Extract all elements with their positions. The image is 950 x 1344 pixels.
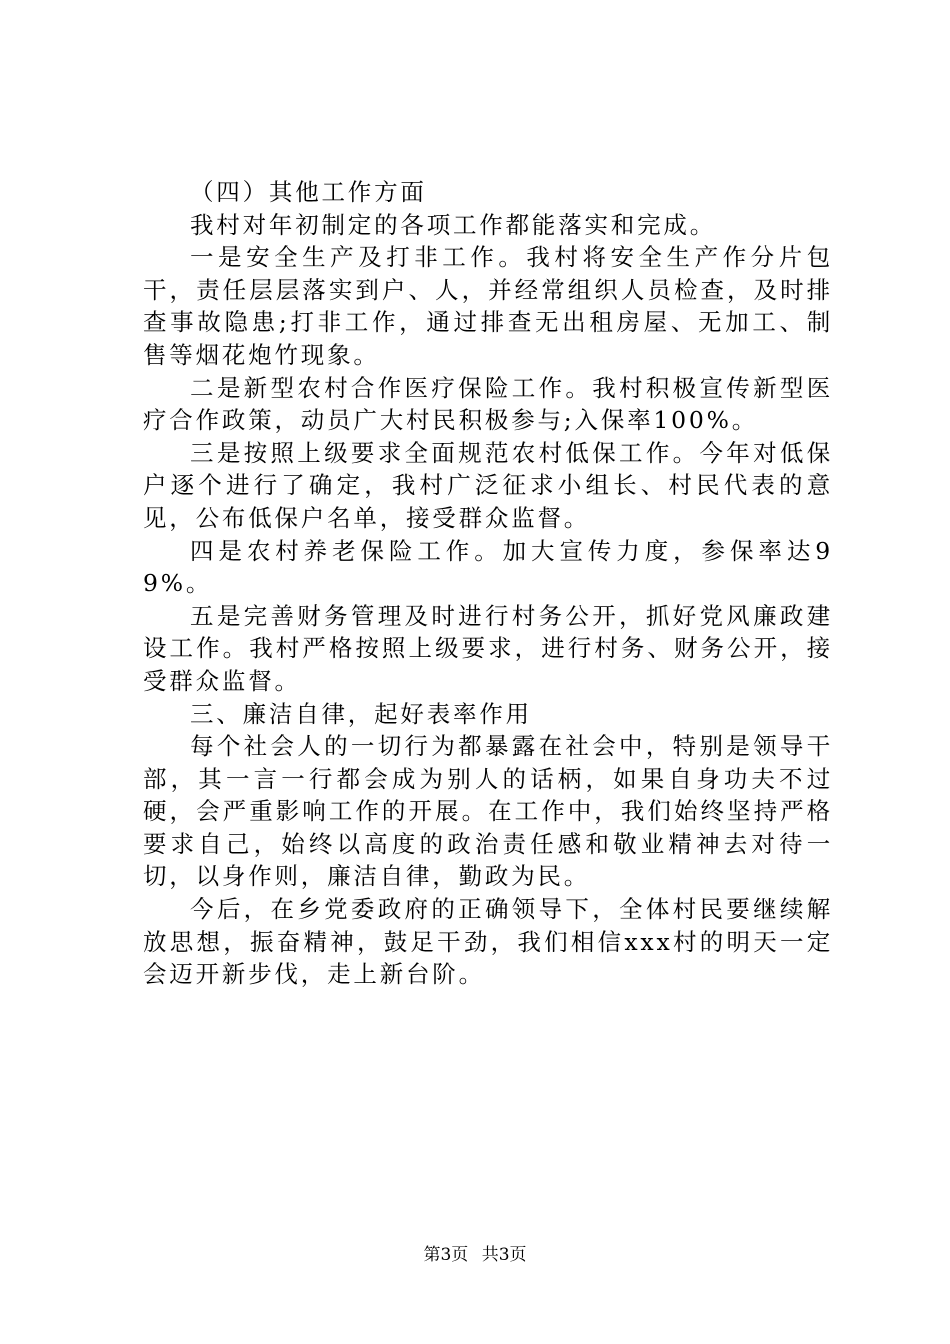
paragraph: 二是新型农村合作医疗保险工作。我村积极宣传新型医疗合作政策，动员广大村民积极参与;入保率100%。 <box>143 373 833 435</box>
paragraph: 四是农村养老保险工作。加大宣传力度，参保率达99%。 <box>143 536 833 598</box>
page-number-total: 共3页 <box>481 1245 527 1265</box>
section-heading-integrity: 三、廉洁自律，起好表率作用 <box>190 699 532 728</box>
paragraph: 每个社会人的一切行为都暴露在社会中，特别是领导干部，其一言一行都会成为别人的话柄，如果自身功夫不过硬，会严重影响工作的开展。在工作中，我们始终坚持严格要求自己，始终以高度的政治责任感和敬业精神去对待一切，以身作则，廉洁自律，勤政为民。 <box>143 732 833 891</box>
paragraph: 三是按照上级要求全面规范农村低保工作。今年对低保户逐个进行了确定，我村广泛征求小组长、村民代表的意见，公布低保户名单，接受群众监督。 <box>143 438 833 532</box>
paragraph: 今后，在乡党委政府的正确领导下，全体村民要继续解放思想，振奋精神，鼓足干劲，我们相信xxx村的明天一定会迈开新步伐，走上新台阶。 <box>143 895 833 989</box>
section-heading-other-work: （四）其他工作方面 <box>190 178 427 206</box>
document-body <box>143 176 833 991</box>
page-footer <box>0 1244 950 1266</box>
paragraph: 一是安全生产及打非工作。我村将安全生产作分片包干，责任层层落实到户、人，并经常组织人员检查，及时排查事故隐患;打非工作，通过排查无出租房屋、无加工、制售等烟花炮竹现象。 <box>143 243 833 369</box>
page-number-current: 第3页 <box>423 1245 469 1265</box>
paragraph: 五是完善财务管理及时进行村务公开，抓好党风廉政建设工作。我村严格按照上级要求，进行村务、财务公开，接受群众监督。 <box>143 601 833 695</box>
paragraph: 我村对年初制定的各项工作都能落实和完成。 <box>190 210 716 239</box>
